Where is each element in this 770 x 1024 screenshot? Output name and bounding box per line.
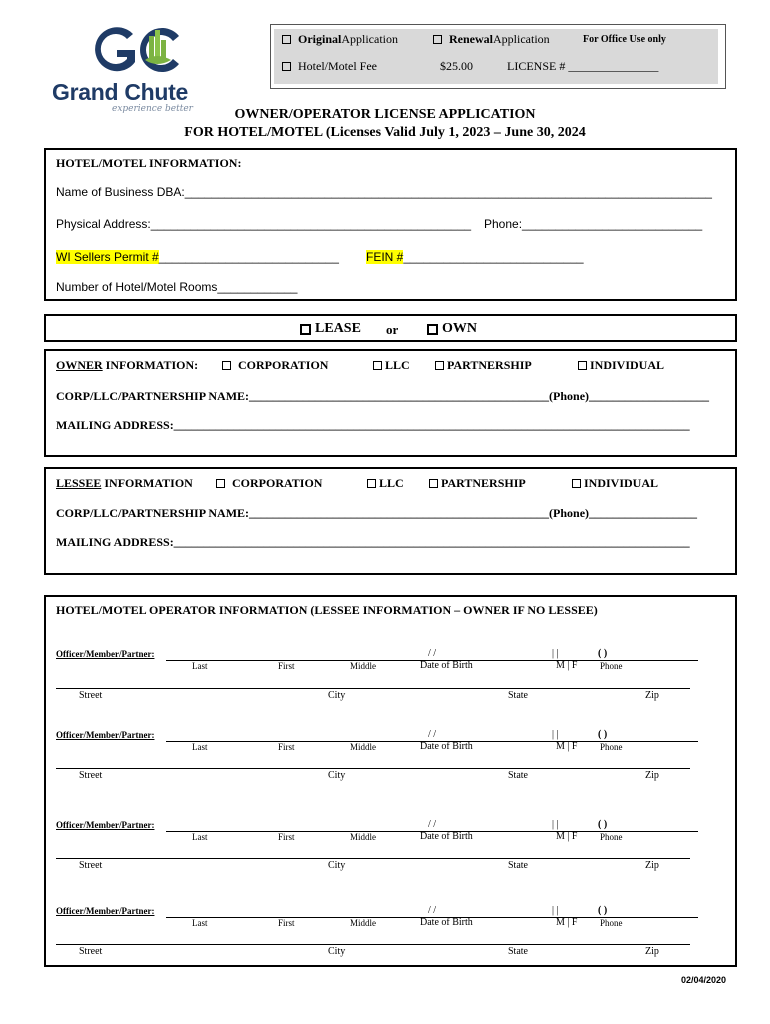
owner-llc-option[interactable] <box>373 358 410 373</box>
street-caption: Street <box>79 860 103 871</box>
lessee-info-header <box>56 476 193 491</box>
middle-name-caption: Middle <box>350 918 376 928</box>
zip-caption: Zip <box>645 690 659 701</box>
phone-caption: Phone <box>600 742 623 752</box>
checkbox-icon[interactable] <box>222 361 231 370</box>
hotel-fee-option[interactable] <box>282 59 377 74</box>
lessee-corporation-option[interactable] <box>216 476 322 491</box>
sellers-permit-field[interactable] <box>56 250 339 264</box>
individual-label: INDIVIDUAL <box>590 358 665 372</box>
first-name-caption: First <box>278 742 295 752</box>
state-caption: State <box>508 770 528 781</box>
mf-caption: M | F <box>556 660 578 671</box>
last-name-caption: Last <box>192 918 208 928</box>
owner-mailing-field[interactable]: MAILING ADDRESS:______________________________________________________________________________________ <box>56 418 690 432</box>
city-caption: City <box>328 860 346 871</box>
own-label: OWN <box>442 321 477 336</box>
lessee-corp-name-field[interactable]: CORP/LLC/PARTNERSHIP NAME:__________________________________________________(Phone)__________________ <box>56 506 698 520</box>
first-name-caption: First <box>278 832 295 842</box>
lease-or-label: or <box>386 322 399 337</box>
first-name-caption: First <box>278 661 295 671</box>
sellers-permit-line: ___________________________ <box>158 250 339 264</box>
last-name-caption: Last <box>192 661 208 671</box>
license-number-field[interactable]: LICENSE # _______________ <box>507 59 659 73</box>
zip-caption: Zip <box>645 770 659 781</box>
renewal-application-option[interactable] <box>433 32 550 47</box>
owner-partnership-option[interactable] <box>435 358 532 373</box>
state-caption: State <box>508 860 528 871</box>
last-name-caption: Last <box>192 832 208 842</box>
state-caption: State <box>508 690 528 701</box>
middle-name-caption: Middle <box>350 661 376 671</box>
city-caption: City <box>328 690 346 701</box>
checkbox-icon[interactable] <box>216 479 225 488</box>
dob-caption: Date of Birth <box>420 741 473 752</box>
address-line[interactable] <box>56 858 690 859</box>
first-name-caption: First <box>278 918 295 928</box>
checkbox-icon[interactable] <box>282 62 291 71</box>
checkbox-icon[interactable] <box>282 35 291 44</box>
partnership-label: PARTNERSHIP <box>447 358 532 372</box>
dob-slashes: / / <box>428 905 437 916</box>
owner-corporation-option[interactable] <box>222 358 328 373</box>
mf-caption: M | F <box>556 917 578 928</box>
fein-label: FEIN # <box>366 250 404 264</box>
lessee-llc-option[interactable] <box>367 476 404 491</box>
checkbox-icon[interactable] <box>578 361 587 370</box>
checkbox-icon[interactable] <box>433 35 442 44</box>
city-caption: City <box>328 946 346 957</box>
owner-info-header <box>56 358 198 373</box>
physical-address-field[interactable]: Physical Address:________________________________________________ <box>56 217 472 231</box>
hotel-fee-label: Hotel/Motel Fee <box>298 59 377 73</box>
checkbox-icon[interactable] <box>429 479 438 488</box>
checkbox-icon[interactable] <box>367 479 376 488</box>
officer-label: Officer/Member/Partner: <box>56 649 155 659</box>
phone-caption: Phone <box>600 832 623 842</box>
logo-wordmark: Grand Chute <box>52 79 188 105</box>
checkbox-icon[interactable] <box>572 479 581 488</box>
mf-caption: M | F <box>556 741 578 752</box>
corporation-label: CORPORATION <box>238 358 329 372</box>
lessee-mailing-field[interactable]: MAILING ADDRESS:______________________________________________________________________________________ <box>56 535 690 549</box>
mf-bars: | | <box>552 819 559 830</box>
checkbox-icon[interactable] <box>435 361 444 370</box>
original-rest-label: Application <box>341 32 398 46</box>
checkbox-icon[interactable] <box>373 361 382 370</box>
middle-name-caption: Middle <box>350 742 376 752</box>
city-caption: City <box>328 770 346 781</box>
lessee-partnership-option[interactable] <box>429 476 526 491</box>
mf-bars: | | <box>552 905 559 916</box>
last-name-caption: Last <box>192 742 208 752</box>
corporation-label: CORPORATION <box>232 476 323 490</box>
llc-label: LLC <box>379 476 404 490</box>
phone-caption: Phone <box>600 918 623 928</box>
revision-date: 02/04/2020 <box>680 975 726 985</box>
dob-slashes: / / <box>428 819 437 830</box>
individual-label: INDIVIDUAL <box>584 476 659 490</box>
hotel-info-header: HOTEL/MOTEL INFORMATION: <box>56 156 242 170</box>
phone-parens: ( ) <box>598 905 608 916</box>
renewal-bold-label: Renewal <box>449 32 493 46</box>
dob-caption: Date of Birth <box>420 831 473 842</box>
checkbox-icon[interactable] <box>300 324 311 335</box>
own-option[interactable] <box>427 321 477 337</box>
logo-tagline: experience better <box>112 104 193 114</box>
renewal-rest-label: Application <box>493 32 550 46</box>
street-caption: Street <box>79 946 103 957</box>
form-title-line1: OWNER/OPERATOR LICENSE APPLICATION <box>234 107 536 122</box>
mf-bars: | | <box>552 648 559 659</box>
address-line[interactable] <box>56 688 690 689</box>
mf-caption: M | F <box>556 831 578 842</box>
phone-caption: Phone <box>600 661 623 671</box>
officer-label: Officer/Member/Partner: <box>56 820 155 830</box>
sellers-permit-label: WI Sellers Permit # <box>56 250 159 264</box>
operator-info-header: HOTEL/MOTEL OPERATOR INFORMATION (LESSEE INFORMATION – OWNER IF NO LESSEE) <box>56 603 598 617</box>
logo-gc-mark-icon <box>87 22 187 78</box>
street-caption: Street <box>79 770 103 781</box>
officer-label: Officer/Member/Partner: <box>56 730 155 740</box>
lessee-individual-option[interactable] <box>572 476 658 491</box>
owner-label-underlined: OWNER <box>56 358 103 372</box>
fein-field[interactable] <box>366 250 584 264</box>
rooms-field[interactable]: Number of Hotel/Motel Rooms____________ <box>56 280 298 294</box>
zip-caption: Zip <box>645 946 659 957</box>
middle-name-caption: Middle <box>350 832 376 842</box>
zip-caption: Zip <box>645 860 659 871</box>
owner-label-rest: INFORMATION: <box>102 358 199 372</box>
hotel-phone-field[interactable]: Phone:___________________________ <box>484 217 703 231</box>
fee-amount: $25.00 <box>440 59 473 73</box>
business-name-field[interactable]: Name of Business DBA:_______________________________________________________________________________ <box>56 185 712 199</box>
partnership-label: PARTNERSHIP <box>441 476 526 490</box>
mf-bars: | | <box>552 729 559 740</box>
owner-corp-name-field[interactable]: CORP/LLC/PARTNERSHIP NAME:__________________________________________________(Phone)____________________ <box>56 389 710 403</box>
dob-caption: Date of Birth <box>420 660 473 671</box>
owner-individual-option[interactable] <box>578 358 664 373</box>
fein-line: ___________________________ <box>403 250 584 264</box>
lessee-label-rest: INFORMATION <box>101 476 193 490</box>
officer-label: Officer/Member/Partner: <box>56 906 155 916</box>
address-line[interactable] <box>56 768 690 769</box>
dob-slashes: / / <box>428 729 437 740</box>
lease-option[interactable] <box>300 321 361 337</box>
dob-slashes: / / <box>428 648 437 659</box>
original-application-option[interactable] <box>282 32 398 47</box>
llc-label: LLC <box>385 358 410 372</box>
form-title-line2: FOR HOTEL/MOTEL (Licenses Valid July 1, 2023 – June 30, 2024 <box>184 125 586 140</box>
original-bold-label: Original <box>298 32 342 46</box>
phone-parens: ( ) <box>598 648 608 659</box>
dob-caption: Date of Birth <box>420 917 473 928</box>
phone-parens: ( ) <box>598 729 608 740</box>
street-caption: Street <box>79 690 103 701</box>
phone-parens: ( ) <box>598 819 608 830</box>
state-caption: State <box>508 946 528 957</box>
lessee-label-underlined: LESSEE <box>56 476 102 490</box>
checkbox-icon[interactable] <box>427 324 438 335</box>
office-use-label: For Office Use only <box>583 34 666 45</box>
lease-label: LEASE <box>315 321 361 336</box>
address-line[interactable] <box>56 944 690 945</box>
